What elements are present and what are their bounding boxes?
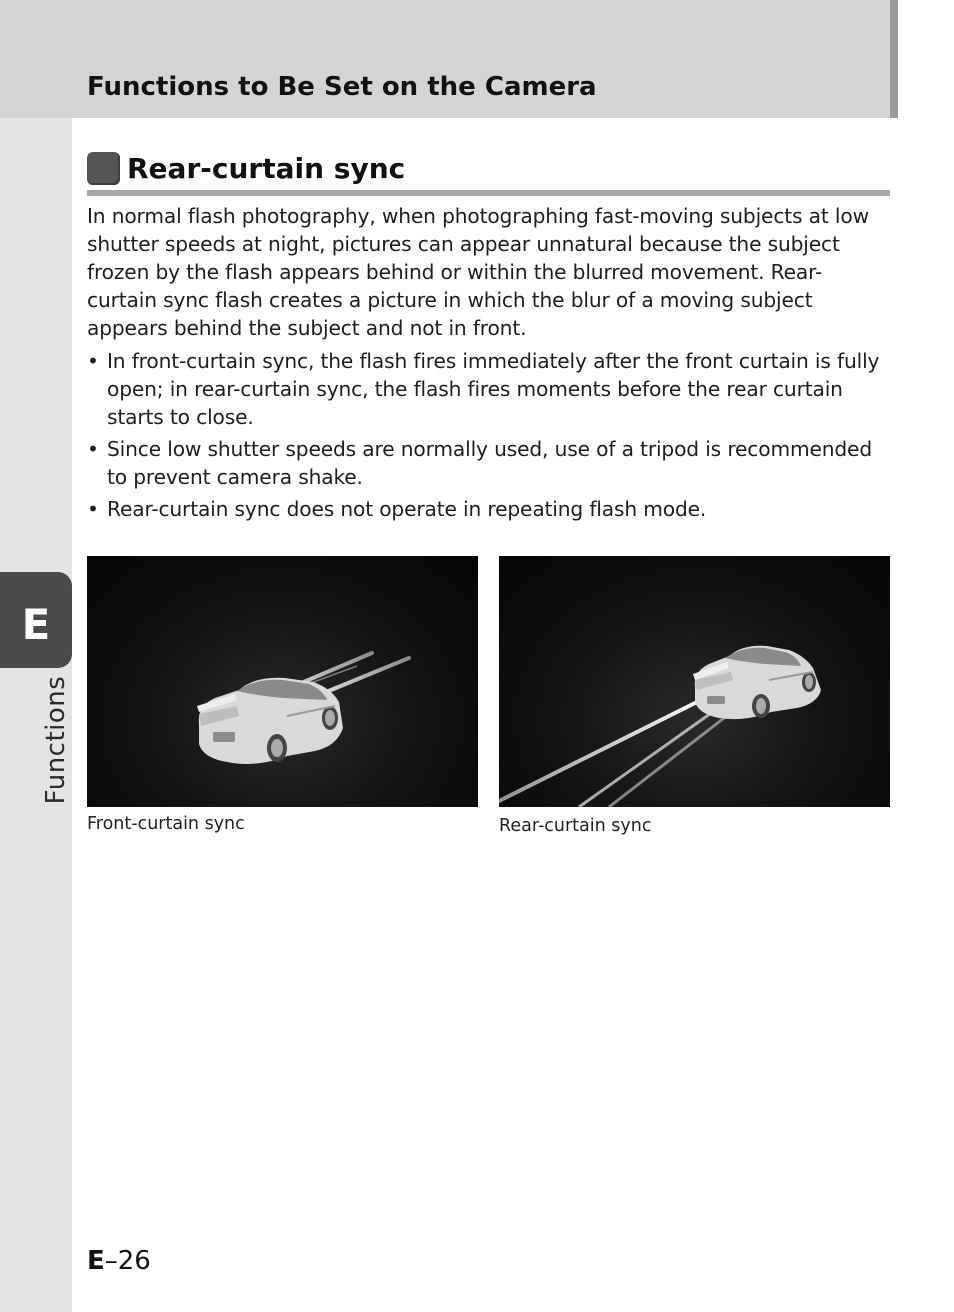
front-curtain-car-image — [87, 556, 478, 807]
list-item-text: Since low shutter speeds are normally used, use of a tripod is recommended to prevent camera shake. — [107, 437, 872, 489]
front-curtain-photo — [87, 556, 478, 807]
list-item-text: Rear-curtain sync does not operate in repeating flash mode. — [107, 497, 707, 521]
section-title: Rear-curtain sync — [127, 152, 406, 185]
page-number-prefix: E — [87, 1246, 105, 1276]
rear-curtain-caption: Rear-curtain sync — [499, 816, 652, 836]
page-header-title: Functions to Be Set on the Camera — [87, 72, 597, 102]
chapter-side-label: Functions — [41, 675, 71, 805]
page-number — [87, 1245, 151, 1277]
bullet-icon: • — [87, 497, 99, 521]
list-item — [87, 495, 887, 523]
front-curtain-caption: Front-curtain sync — [87, 814, 245, 834]
rear-curtain-photo — [499, 556, 890, 807]
section-heading — [87, 150, 890, 190]
section-marker-icon — [87, 152, 120, 185]
bullet-icon: • — [87, 437, 99, 461]
chapter-tab-letter: E — [21, 599, 51, 649]
list-item-text: In front-curtain sync, the flash fires immediately after the front curtain is fully open; in rear-curtain sync, the flash fires moments before the rear curtain starts to close. — [107, 349, 880, 429]
intro-paragraph: In normal flash photography, when photographing fast-moving subjects at low shutter speeds at night, pictures can appear unnatural because the subject frozen by the flash appears behind or within the blurred movement. Rear-curtain sync flash creates a picture in which the blur of a moving subject appears behind the subject and not in front. — [87, 204, 869, 340]
list-item — [87, 347, 887, 431]
heading-rule — [87, 190, 890, 196]
bullet-list — [87, 347, 887, 527]
page-number-suffix: –26 — [104, 1246, 151, 1276]
bullet-icon: • — [87, 349, 99, 373]
chapter-tab — [0, 572, 72, 668]
list-item — [87, 435, 887, 491]
rear-curtain-car-image — [499, 556, 890, 807]
header-band-edge — [890, 0, 898, 118]
